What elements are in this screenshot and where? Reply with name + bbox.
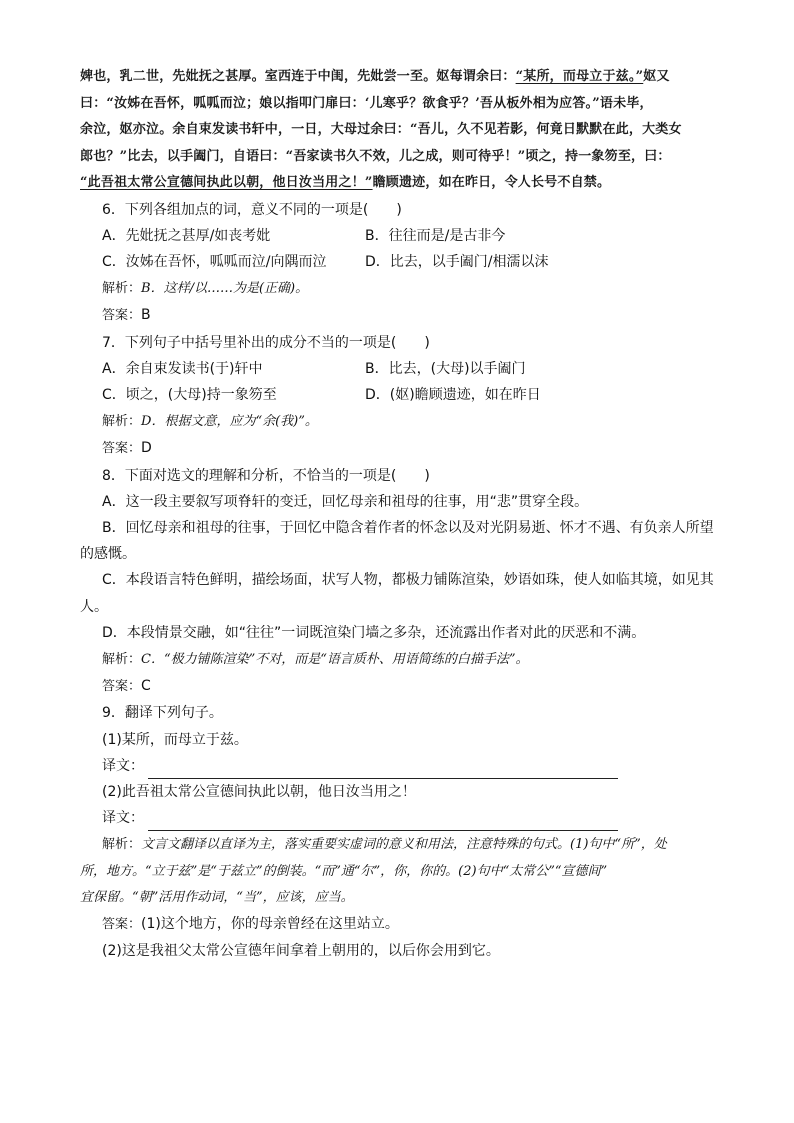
answer (80, 673, 716, 700)
analysis-cont: 所，地方。“立于兹”是“于兹立”的倒装。“而”通“尔”，你，你的。(2)句中“太常公”“宣德间” (80, 863, 608, 879)
analysis (80, 646, 716, 673)
passage-line: 余泣，妪亦泣。余自束发读书轩中，一日，大母过余曰：“吾儿，久不见若影，何竟日默默在此，大类女 (80, 122, 682, 137)
option-b: B．回忆母亲和祖母的往事，于回忆中隐含着作者的怀念以及对光阴易逝、怀才不遇、有负亲人所望 (102, 519, 714, 536)
sentence-1: (1)某所，而母立于兹。 (102, 731, 248, 748)
analysis-label: 解析： (102, 837, 142, 853)
classical-passage (80, 64, 716, 197)
answer (80, 302, 716, 329)
answer (80, 911, 716, 938)
question-stem: 9．翻译下列句子。 (102, 705, 223, 722)
option-a: A．先妣抚之甚厚/如丧考妣 (102, 227, 271, 244)
question-8 (80, 463, 716, 701)
option-c-cont: 人。 (80, 598, 108, 615)
sentence-2: (2)此吾祖太常公宣德间执此以朝，他日汝当用之！ (102, 783, 416, 800)
answer-label: 答案： (102, 679, 142, 695)
option-d: D．本段情景交融，如“往往”一词既渲染门墙之多杂，还流露出作者对此的厌恶和不满。 (102, 624, 646, 641)
passage-text: 瞻顾遗迹，如在昨日，令人长号不自禁。 (372, 175, 611, 190)
options-row (80, 249, 716, 275)
options-row (80, 382, 716, 408)
answer-label: 答案： (102, 916, 142, 932)
options-row (80, 356, 716, 382)
translation-label: 译文： (102, 757, 144, 774)
translation-blank[interactable] (148, 764, 618, 779)
question-6 (80, 197, 716, 330)
analysis-label: 解析： (102, 414, 142, 430)
answer (80, 435, 716, 462)
translation-blank[interactable] (148, 816, 618, 831)
question-9 (80, 700, 716, 964)
option-b: B．往往而是/是古非今 (365, 227, 506, 244)
option-d: D．(妪)瞻顾遗迹，如在昨日 (365, 386, 541, 403)
analysis-label: 解析： (102, 651, 142, 667)
passage-line (80, 170, 716, 197)
analysis-text: 文言文翻译以直译为主，落实重要实虚词的意义和用法，注意特殊的句式。(1)句中“所”，处 (141, 837, 667, 853)
translation-label: 译文： (102, 810, 144, 827)
passage-line: 曰：“汝姊在吾怀，呱呱而泣；娘以指叩门扉曰：‘儿寒乎？欲食乎？’吾从板外相为应答。”语未毕， (80, 95, 653, 111)
option-c: C．顷之，(大母)持一象笏至 (102, 386, 277, 403)
passage-text: 婢也，乳二世，先妣抚之甚厚。室西连于中闺，先妣尝一至。妪每谓余曰： (80, 69, 516, 84)
analysis-label: 解析： (102, 281, 142, 297)
underlined-sentence-2: “此吾祖太常公宣德间执此以朝，他日汝当用之！” (80, 175, 373, 190)
option-a: A．这一段主要叙写项脊轩的变迁，回忆母亲和祖母的往事，用“悲”贯穿全段。 (102, 493, 589, 510)
option-a: A．余自束发读书(于)轩中 (102, 360, 263, 377)
answer-text: B (141, 307, 151, 324)
option-c: C．本段语言特色鲜明，描绘场面，状写人物，都极力铺陈渲染，妙语如珠，使人如临其境，如见其 (102, 572, 714, 589)
analysis (80, 275, 716, 302)
answer-label: 答案： (102, 441, 142, 457)
question-stem: 7．下列句子中括号里补出的成分不当的一项是( ) (102, 334, 430, 351)
option-b-cont: 的感慨。 (80, 546, 136, 563)
question-stem: 8．下面对选文的理解和分析，不恰当的一项是( ) (102, 467, 430, 484)
analysis-cont: 宜保留。“朝”活用作动词，“当”，应该，应当。 (80, 889, 354, 905)
answer-cont: (2)这是我祖父太常公宣德年间拿着上朝用的，以后你会用到它。 (102, 943, 500, 960)
passage-line (80, 64, 716, 91)
passage-text: 妪又 (643, 69, 670, 84)
translation-line-1 (80, 753, 716, 779)
answer-text: D (141, 440, 152, 457)
analysis-text: D．根据文意，应为“余(我)”。 (141, 414, 318, 430)
answer-label: 答案： (102, 308, 142, 324)
analysis (80, 408, 716, 435)
analysis-text: C．“极力铺陈渲染”不对，而是“语言质朴、用语简练的白描手法”。 (141, 651, 529, 667)
analysis (80, 831, 716, 858)
option-c: C．汝姊在吾怀，呱呱而泣/向隅而泣 (102, 253, 327, 270)
option-d: D．比去，以手阖门/相濡以沫 (365, 253, 549, 270)
options-row (80, 223, 716, 249)
document-page (80, 64, 716, 964)
analysis-text: B．这样/以……为是(正确)。 (141, 281, 309, 297)
passage-line: 郎也？”比去，以手阖门，自语曰：“吾家读书久不效，儿之成，则可待乎！”顷之，持一象笏至，曰： (80, 148, 671, 164)
option-b: B．比去，(大母)以手阖门 (365, 360, 526, 377)
answer-text: (1)这个地方，你的母亲曾经在这里站立。 (141, 915, 399, 932)
answer-text: C (141, 678, 151, 695)
question-stem: 6．下列各组加点的词，意义不同的一项是( ) (102, 201, 402, 218)
question-7 (80, 330, 716, 463)
underlined-sentence-1: “某所，而母立于兹。” (515, 69, 644, 84)
translation-line-2 (80, 805, 716, 831)
